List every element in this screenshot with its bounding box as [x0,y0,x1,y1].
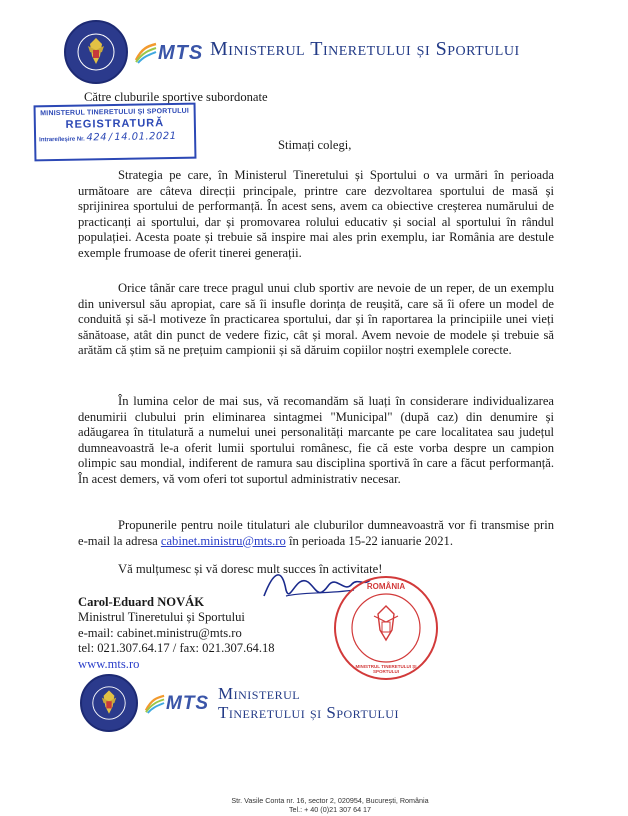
email-link[interactable]: cabinet.ministru@mts.ro [160,533,286,548]
salutation: Stimați colegi, [278,138,352,152]
round-stamp-top-text: ROMÂNIA [366,582,406,591]
footer-ministry-line1: Ministerul [218,684,301,703]
official-round-stamp [334,576,438,680]
registry-stamp-line2: REGISTRATURĂ [65,117,165,131]
addressee: Către cluburile sportive subordonate [84,90,268,104]
signatory-phone: tel: 021.307.64.17 / fax: 021.307.64.18 [78,641,275,655]
paragraph-4-after: în perioada 15-22 ianuarie 2021. [285,533,453,548]
footer-ministry-line2: Tineretului și Sportului [218,703,399,722]
footer-address-block [180,796,480,814]
paragraph-2 [78,281,554,359]
footer-phone: Tel.: + 40 (0)21 307 64 17 [288,805,372,814]
ministry-title: Ministerul Tineretului și Sportului [210,38,520,60]
mts-abbreviation: MTS [158,42,204,64]
footer-mts-logo [144,688,209,714]
government-seal [64,20,128,84]
footer-ministry-title [218,684,399,722]
signatory-name: Carol-Eduard NOVÁK [78,595,205,609]
footer-government-seal [80,674,138,732]
paragraph-1 [78,168,554,261]
paragraph-1-text: Strategia pe care, în Ministerul Tineretului și Sportului o va urmări în perioada următoare are câteva direcții principale, printre care dezvoltarea sportului de masă și sprijinirea sportului de performanță. În acest sens, avem ca obiective creșterea numărului de practicanți ai sportului, dar și promovarea rolului educativ și social al sportului în rândul populației. Acesta poate și trebuie să inspire mai ales prin exemplu, iar România are destule exemple frumoase de oferit tinerei generații. [78,168,554,260]
footer-address: Str. Vasile Conta nr. 16, sector 2, 020954, București, România [231,796,429,805]
registry-stamp-label: Intrare/Ieșire Nr. [39,136,85,144]
registry-stamp-line1: MINISTERUL TINERETULUI ȘI SPORTULUI [40,107,190,118]
paragraph-3-text: În lumina celor de mai sus, vă recomandăm să luați în considerare individualizarea denumirii clubului prin eliminarea sintagmei "Municipal" (după caz) din denumire și adăugarea în titulatură a numelui unei personalități marcante pe care localitatea sau județul dumneavoastră le-a oferit lumii sportului românesc, fie că este vorba despre un campion olimpic sau mondial, indiferent de ramura sau disciplina sportivă în care a făcut performanță. În acest demers, vă vom oferi tot suportul administrativ necesar. [78,394,554,486]
round-stamp-side-text: MINISTRUL TINERETULUI ȘI SPORTULUI [355,664,417,674]
paragraph-4-before: Propunerile pentru noile titulaturi ale cluburilor dumneavoastră vor fi transmise prin e-mail la adresa [78,518,554,548]
closing-text: Vă mulțumesc și vă doresc mult succes în activitate! [118,562,383,576]
registry-stamp [34,103,197,162]
registry-stamp-line3: Intrare/Ieșire Nr. 424 / 14.01.2021 [39,130,177,144]
paragraph-3 [78,394,554,487]
footer-mts-swoosh-icon [144,694,166,714]
footer-mts-abbreviation: MTS [166,693,210,714]
website-link[interactable]: www.mts.ro [78,656,140,671]
registry-date: 14.01.2021 [114,130,177,144]
signatory-title: Ministrul Tineretului și Sportului [78,610,245,624]
paragraph-2-text: Orice tânăr care trece pragul unui club sportiv are nevoie de un reper, de un exemplu din universul său apropiat, care să îi insufle dorința de reușită, care să îi ofere un model de conduită și să-l motiveze în practicarea sportului, dar și în raportarea la principiile unei vieți sănătoase, atât din punct de vedere fizic, cât și moral. Avem nevoie de modele și trebuie să arătăm că știm să ne prețuim campionii și să dăruim copiilor noștri exemplele corecte. [78,281,554,357]
signatory-email: e-mail: cabinet.ministru@mts.ro [78,625,242,640]
mts-swoosh-icon [134,42,158,64]
registry-number: 424 [86,132,108,144]
paragraph-4 [78,518,554,549]
mts-logo [134,36,203,64]
